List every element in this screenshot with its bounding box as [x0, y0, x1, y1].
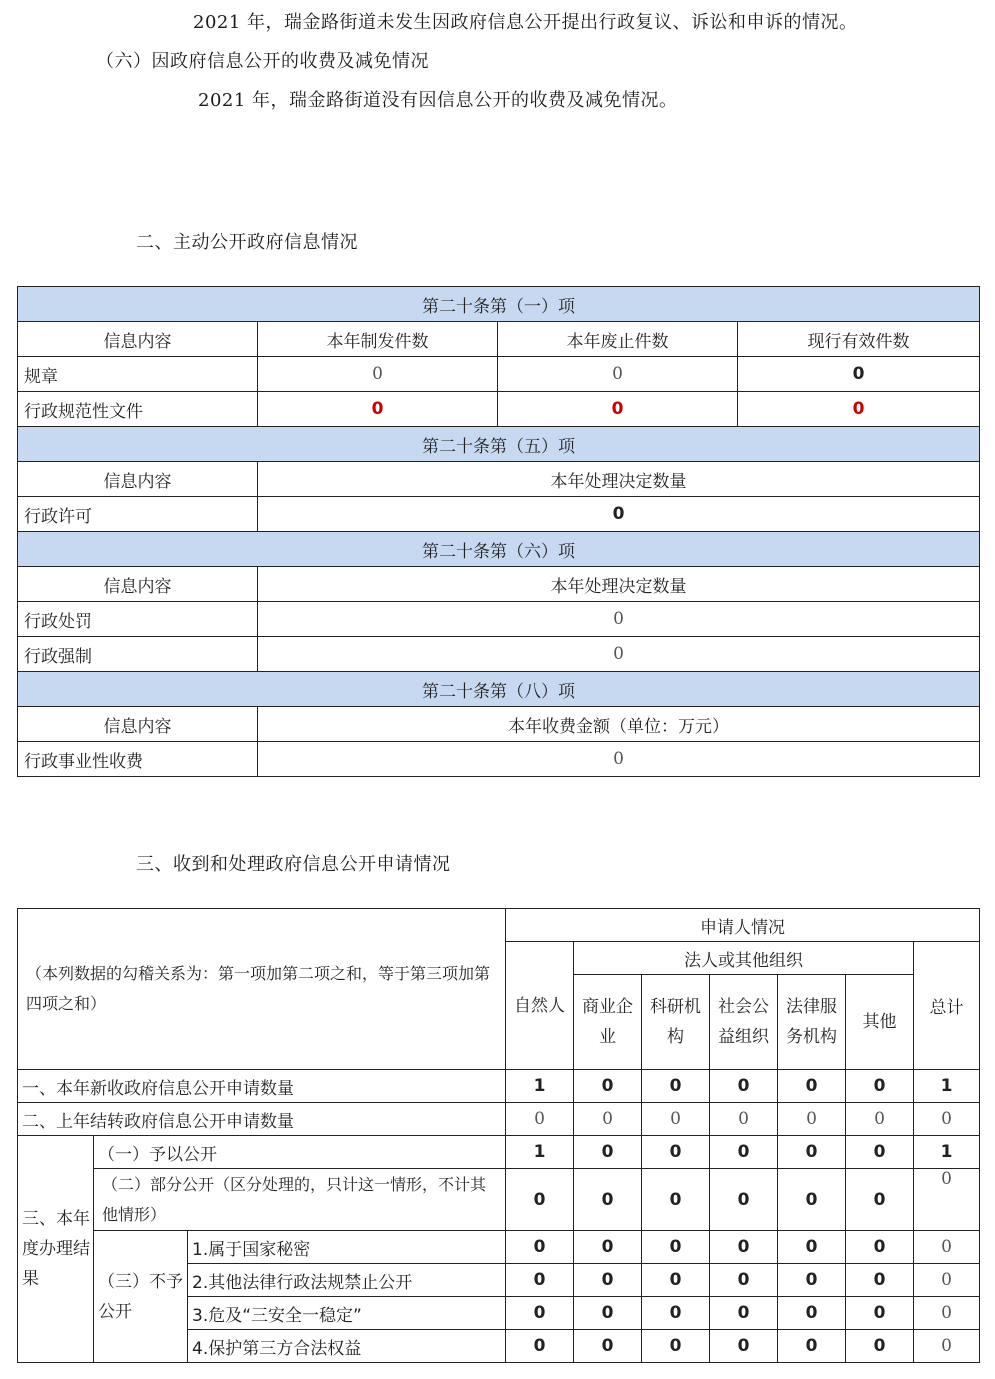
subheading-fees: （六）因政府信息公开的收费及减免情况 — [96, 51, 429, 72]
total-header: 总计 — [914, 942, 980, 1070]
cell-value: 0 — [642, 1297, 710, 1330]
section-header-row — [18, 672, 980, 707]
cell-value: 0 — [642, 1070, 710, 1103]
cell-value: 0 — [642, 1330, 710, 1363]
column-header-row — [18, 322, 980, 357]
consistency-note: （本列数据的勾稽关系为：第一项加第二项之和，等于第三项加第四项之和） — [18, 909, 506, 1070]
cell-value: 1 — [914, 1136, 980, 1169]
cell-value: 0 — [258, 637, 980, 672]
cell-value: 0 — [258, 392, 498, 427]
table-row — [18, 742, 980, 777]
col-header-business: 商业企业 — [574, 975, 642, 1070]
cell-value: 0 — [914, 1103, 980, 1136]
cell-value: 0 — [574, 1330, 642, 1363]
col-header: 本年处理决定数量 — [258, 462, 980, 497]
row-label: 行政事业性收费 — [18, 742, 258, 777]
table-row — [18, 1169, 980, 1231]
row-label: 1.属于国家秘密 — [188, 1231, 506, 1264]
cell-value: 0 — [710, 1330, 778, 1363]
cell-value: 0 — [710, 1070, 778, 1103]
cell-value: 0 — [574, 1297, 642, 1330]
cell-value: 0 — [506, 1169, 574, 1231]
col-header-legal-service: 法律服务机构 — [778, 975, 846, 1070]
section2-title: 二、主动公开政府信息情况 — [136, 232, 358, 253]
col-header: 本年制发件数 — [258, 322, 498, 357]
cell-value: 0 — [574, 1169, 642, 1231]
cell-value: 0 — [506, 1297, 574, 1330]
cell-value: 0 — [846, 1297, 914, 1330]
cell-value: 0 — [506, 1330, 574, 1363]
block8-header: 第二十条第（八）项 — [18, 672, 980, 707]
cell-value: 0 — [710, 1264, 778, 1297]
column-header-row — [18, 707, 980, 742]
cell-value: 0 — [506, 1264, 574, 1297]
cell-value: 0 — [914, 1231, 980, 1264]
row-label: 3.危及“三安全一稳定” — [188, 1297, 506, 1330]
col-header: 本年收费金额（单位：万元） — [258, 707, 980, 742]
cell-value: 0 — [778, 1264, 846, 1297]
col-header: 本年处理决定数量 — [258, 567, 980, 602]
cell-value: 0 — [574, 1103, 642, 1136]
legal-org-header: 法人或其他组织 — [574, 942, 914, 975]
column-header-row — [18, 462, 980, 497]
cell-value: 1 — [506, 1136, 574, 1169]
row-label: 2.其他法律行政法规禁止公开 — [188, 1264, 506, 1297]
table-row — [18, 1136, 980, 1169]
cell-value: 0 — [914, 1297, 980, 1330]
row-label: （二）部分公开（区分处理的，只计这一情形，不计其他情形） — [94, 1169, 506, 1231]
section-header-row — [18, 427, 980, 462]
row-label: 规章 — [18, 357, 258, 392]
cell-value: 0 — [846, 1070, 914, 1103]
cell-value: 0 — [574, 1070, 642, 1103]
col-header: 本年废止件数 — [498, 322, 738, 357]
sub-group-label: （三）不予公开 — [94, 1231, 188, 1363]
cell-value: 0 — [506, 1103, 574, 1136]
cell-value: 0 — [574, 1136, 642, 1169]
cell-value: 0 — [642, 1169, 710, 1231]
section-header-row — [18, 532, 980, 567]
cell-value: 0 — [914, 1264, 980, 1297]
row-label: 二、上年结转政府信息公开申请数量 — [18, 1103, 506, 1136]
row-label: 行政强制 — [18, 637, 258, 672]
section3-title: 三、收到和处理政府信息公开申请情况 — [136, 854, 451, 875]
cell-value: 0 — [846, 1330, 914, 1363]
cell-value: 0 — [846, 1103, 914, 1136]
natural-person-header: 自然人 — [506, 942, 574, 1070]
cell-value: 0 — [498, 392, 738, 427]
applications-table — [17, 908, 980, 1363]
col-header-other: 其他 — [846, 975, 914, 1070]
col-header: 信息内容 — [18, 707, 258, 742]
col-header-research: 科研机构 — [642, 975, 710, 1070]
cell-value: 0 — [710, 1103, 778, 1136]
cell-value: 0 — [498, 357, 738, 392]
cell-value: 0 — [642, 1231, 710, 1264]
table-row — [18, 1103, 980, 1136]
cell-value: 0 — [846, 1231, 914, 1264]
row-label: 一、本年新收政府信息公开申请数量 — [18, 1070, 506, 1103]
table-row — [18, 1070, 980, 1103]
cell-value: 0 — [738, 392, 980, 427]
block5-header: 第二十条第（五）项 — [18, 427, 980, 462]
cell-value: 0 — [574, 1231, 642, 1264]
row-label: 行政许可 — [18, 497, 258, 532]
cell-value: 0 — [914, 1169, 980, 1231]
cell-value: 0 — [778, 1169, 846, 1231]
cell-value: 0 — [778, 1231, 846, 1264]
row-label: （一）予以公开 — [94, 1136, 506, 1169]
cell-value: 0 — [846, 1264, 914, 1297]
cell-value: 0 — [846, 1169, 914, 1231]
cell-value: 0 — [642, 1264, 710, 1297]
cell-value: 0 — [778, 1070, 846, 1103]
cell-value: 0 — [258, 742, 980, 777]
group-label: 三、本年度办理结果 — [18, 1136, 94, 1363]
cell-value: 0 — [574, 1264, 642, 1297]
col-header: 信息内容 — [18, 462, 258, 497]
paragraph-no-review: 2021 年，瑞金路街道未发生因政府信息公开提出行政复议、诉讼和申诉的情况。 — [193, 12, 858, 33]
row-label: 4.保护第三方合法权益 — [188, 1330, 506, 1363]
cell-value: 0 — [778, 1297, 846, 1330]
col-header: 现行有效件数 — [738, 322, 980, 357]
cell-value: 0 — [258, 497, 980, 532]
cell-value: 0 — [778, 1136, 846, 1169]
table-row — [18, 392, 980, 427]
cell-value: 0 — [778, 1330, 846, 1363]
column-header-row — [18, 567, 980, 602]
cell-value: 0 — [506, 1231, 574, 1264]
cell-value: 0 — [738, 357, 980, 392]
cell-value: 0 — [710, 1231, 778, 1264]
row-label: 行政规范性文件 — [18, 392, 258, 427]
cell-value: 0 — [710, 1136, 778, 1169]
table-row — [18, 637, 980, 672]
cell-value: 0 — [710, 1169, 778, 1231]
cell-value: 1 — [914, 1070, 980, 1103]
row-label: 行政处罚 — [18, 602, 258, 637]
col-header: 信息内容 — [18, 567, 258, 602]
cell-value: 0 — [258, 602, 980, 637]
block1-header: 第二十条第（一）项 — [18, 287, 980, 322]
proactive-disclosure-table — [17, 286, 980, 777]
cell-value: 1 — [506, 1070, 574, 1103]
cell-value: 0 — [258, 357, 498, 392]
table-row — [18, 357, 980, 392]
col-header-nonprofit: 社会公益组织 — [710, 975, 778, 1070]
cell-value: 0 — [914, 1330, 980, 1363]
cell-value: 0 — [846, 1136, 914, 1169]
table-row — [18, 1231, 980, 1264]
table-row — [18, 497, 980, 532]
cell-value: 0 — [778, 1103, 846, 1136]
block6-header: 第二十条第（六）项 — [18, 532, 980, 567]
cell-value: 0 — [642, 1103, 710, 1136]
paragraph-no-fees: 2021 年，瑞金路街道没有因信息公开的收费及减免情况。 — [198, 90, 678, 111]
table-row — [18, 602, 980, 637]
section-header-row — [18, 287, 980, 322]
applicant-header: 申请人情况 — [506, 909, 980, 942]
cell-value: 0 — [642, 1136, 710, 1169]
cell-value: 0 — [710, 1297, 778, 1330]
col-header: 信息内容 — [18, 322, 258, 357]
